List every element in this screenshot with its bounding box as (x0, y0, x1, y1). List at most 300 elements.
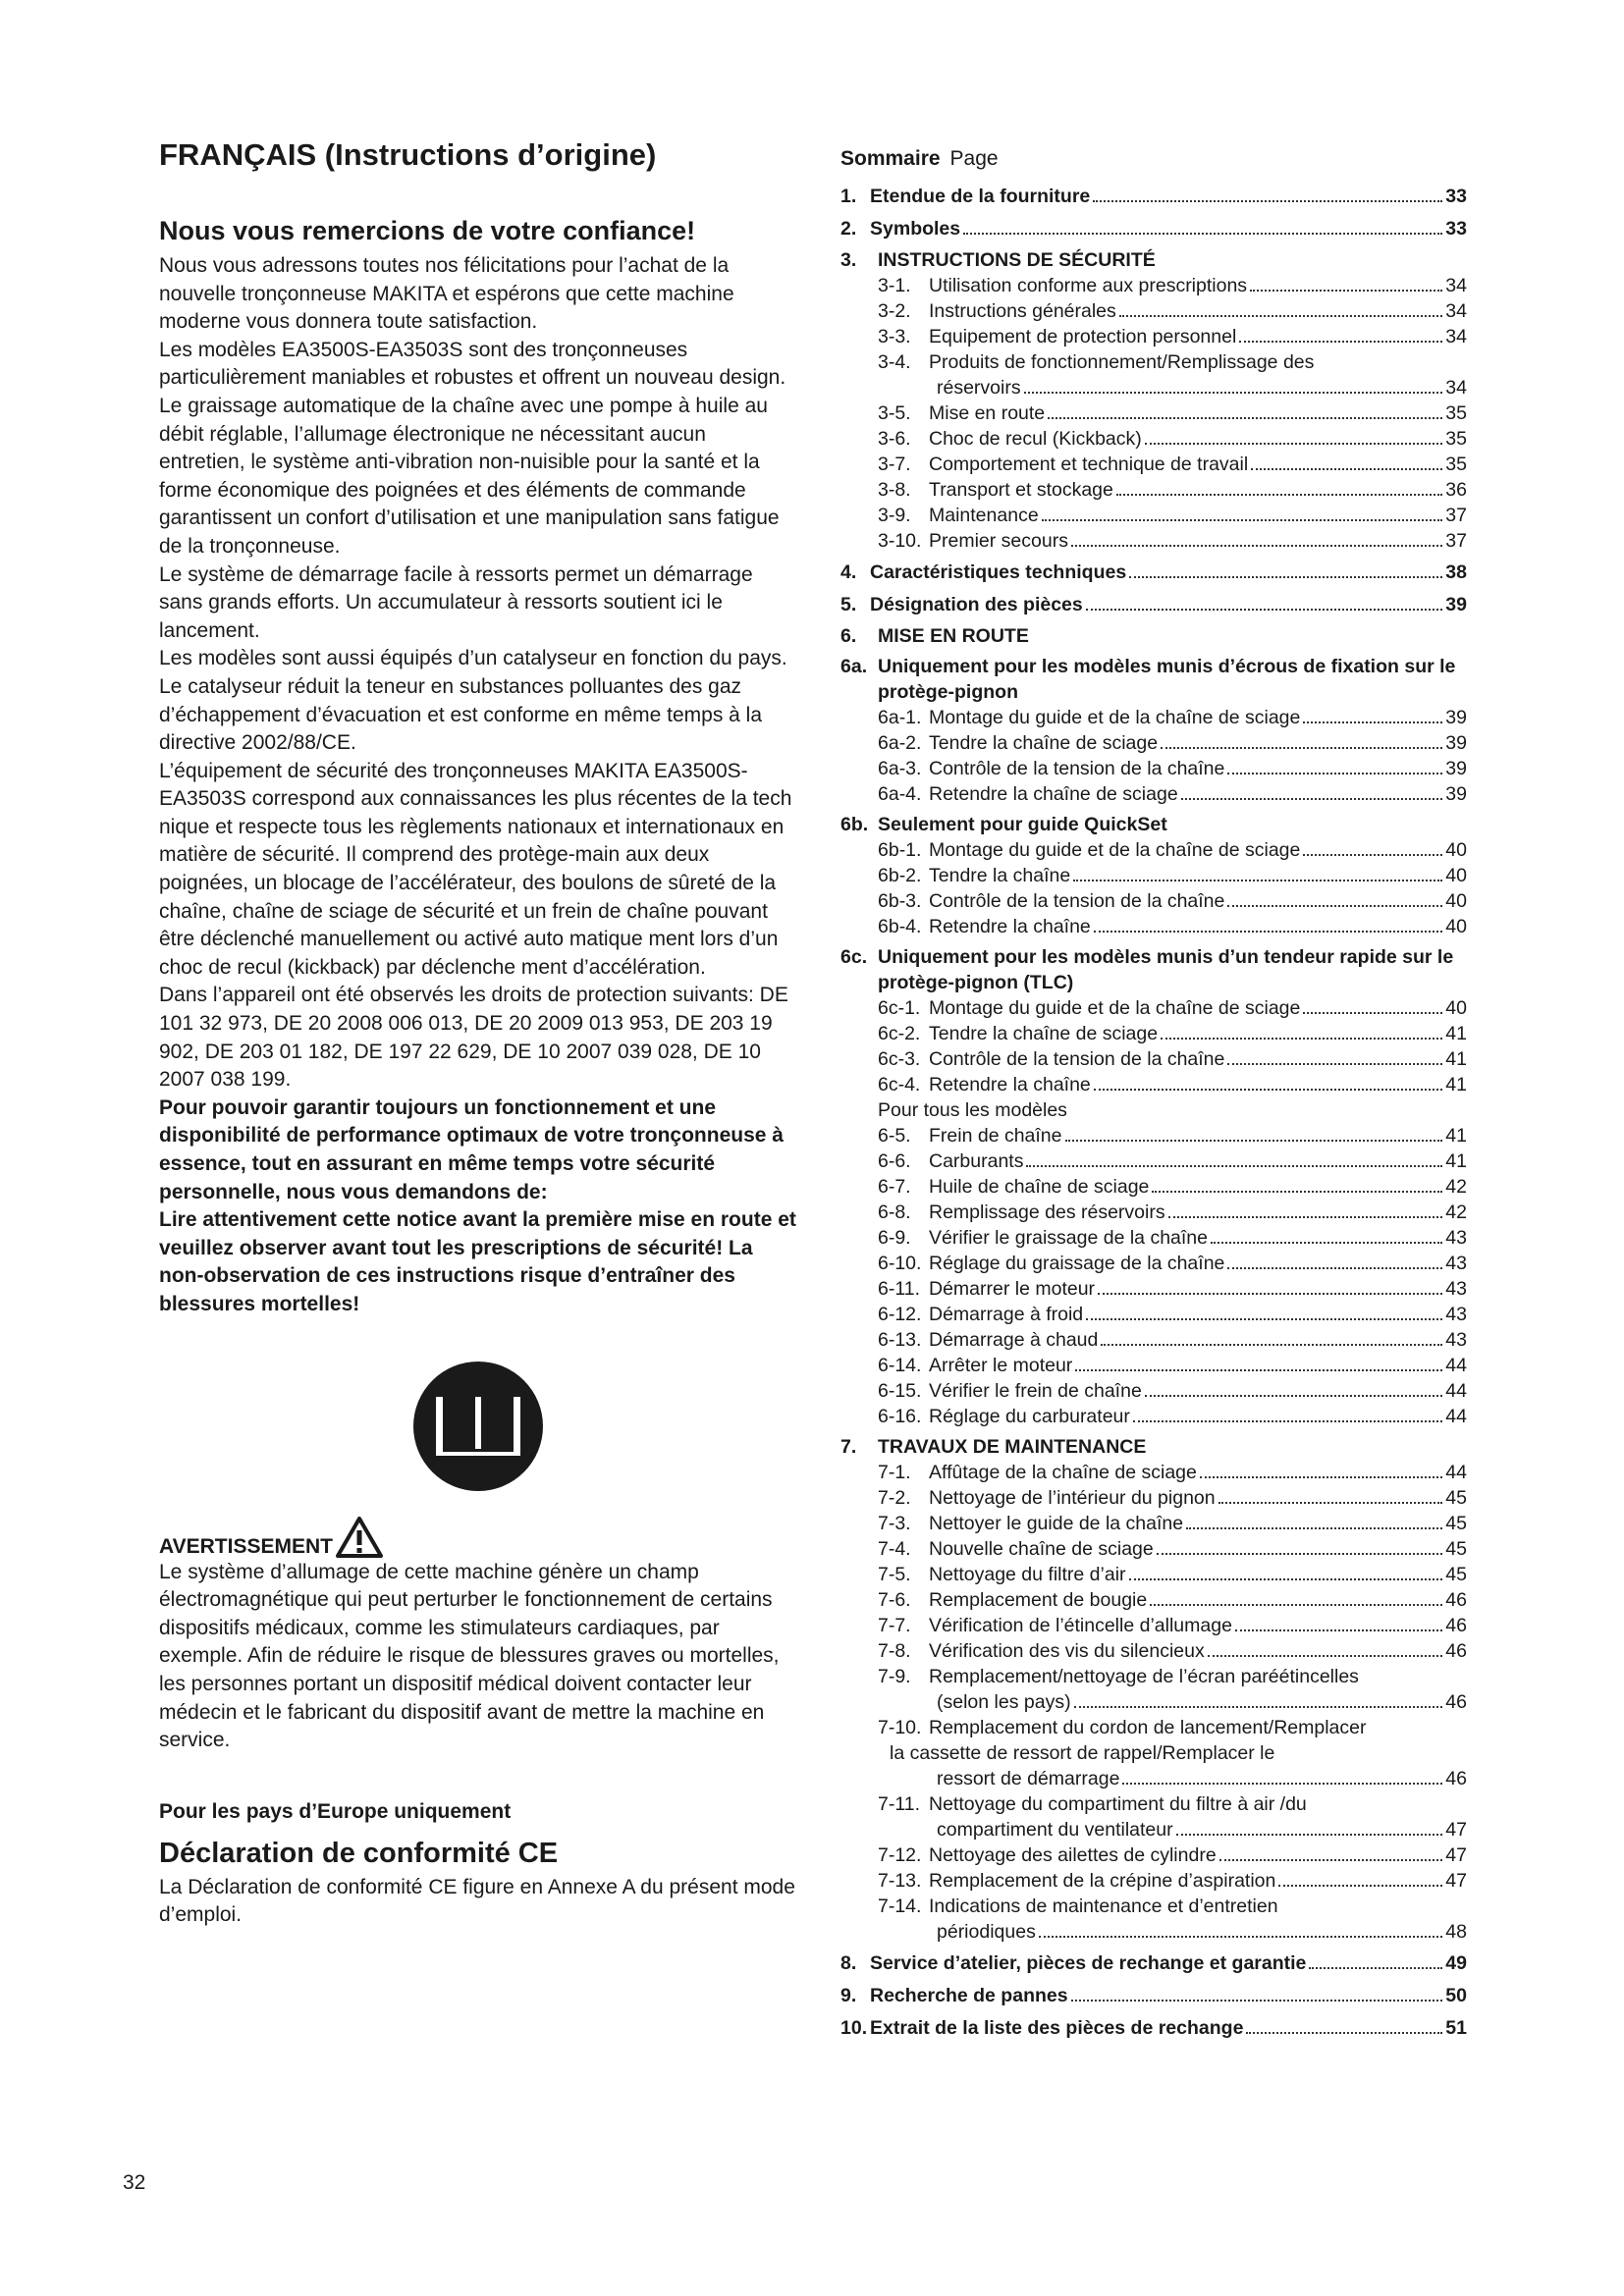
toc-entry-number: 6a-2. (878, 732, 922, 754)
toc-leader-dots (963, 233, 1442, 235)
toc-entry-number: 2. (840, 218, 857, 240)
toc-entry-number: 6-11. (878, 1278, 920, 1300)
warning-label: AVERTISSEMENT (159, 1534, 333, 1558)
toc-entry[interactable] (840, 1174, 1489, 1200)
toc-leader-dots (1251, 468, 1442, 470)
toc-entry-page: 39 (1445, 732, 1467, 754)
toc-entry-label: Retendre la chaîne (929, 1074, 1091, 1095)
toc-entry-label: Tendre la chaîne de sciage (929, 1023, 1159, 1044)
toc-entry-label: Montage du guide et de la chaîne de sciage (929, 839, 1301, 861)
toc-section-label: Seulement pour guide QuickSet (878, 814, 1167, 835)
toc-entry[interactable] (840, 426, 1489, 452)
toc-entry-number: 6a-1. (878, 707, 922, 728)
toc-entry-page: 41 (1445, 1125, 1467, 1147)
toc-entry[interactable] (840, 1562, 1489, 1587)
toc-entry-label-continued: la cassette de ressort de rappel/Remplacer le (890, 1742, 1275, 1764)
toc-entry-page: 34 (1445, 377, 1467, 399)
toc-entry-number: 6c-1. (878, 997, 921, 1019)
toc-leader-dots (1239, 341, 1442, 343)
intro-paragraph: Le graissage automatique de la chaîne avec une pompe à huile au débit réglable, l’allumage électronique ne nécessitant aucun entretien, le système anti-vibration non-nuisible pour la santé et la forme économique des poignées et des éléments de commande garantissent un confort d’utilisation et une manipulation sans fatigue de la tronçonneuse. (159, 394, 780, 558)
toc-entry-label: Démarrage à froid (929, 1304, 1084, 1325)
toc-entry-page: 46 (1445, 1615, 1467, 1636)
page-title: FRANÇAIS (Instructions d’origine) (159, 137, 657, 172)
toc-entry-page: 42 (1445, 1201, 1467, 1223)
intro-paragraph: Les modèles sont aussi équipés d’un catalyseur en fonction du pays. Le catalyseur réduit la teneur en substances polluantes des gaz d’échappement d’évacuation et est conforme en même temps à la directive 2002/88/CE. (159, 647, 787, 755)
toc-entry-page: 40 (1445, 839, 1467, 861)
toc-entry-label: Démarrer le moteur (929, 1278, 1096, 1300)
toc-leader-dots (1211, 1242, 1442, 1244)
toc-entry-line (840, 1817, 1489, 1842)
toc-entry-number: 7-12. (878, 1844, 922, 1866)
toc-entry[interactable] (840, 324, 1489, 349)
toc-entry[interactable] (840, 1842, 1489, 1868)
toc-entry-number: 7-9. (878, 1666, 911, 1687)
thanks-heading: Nous vous remercions de votre confiance! (159, 216, 696, 245)
toc-section-number: 6. (840, 625, 857, 647)
toc-entry-number: 6-16. (878, 1406, 922, 1427)
toc-entry-number: 6b-2. (878, 865, 922, 886)
toc-note: Pour tous les modèles (878, 1099, 1067, 1121)
toc-entry-label: Retendre la chaîne (929, 916, 1091, 937)
toc-leader-dots (1278, 1885, 1442, 1887)
toc-entry[interactable] (840, 1072, 1489, 1097)
toc-entry-number: 7-3. (878, 1513, 911, 1534)
toc-leader-dots (1152, 1191, 1442, 1193)
toc-leader-dots (1129, 576, 1442, 578)
toc-entry[interactable] (840, 1868, 1489, 1894)
toc-entry-label: Maintenance (929, 505, 1039, 526)
toc-entry[interactable] (840, 1353, 1489, 1378)
toc-entry-page: 37 (1445, 505, 1467, 526)
toc-leader-dots (1246, 2032, 1442, 2034)
toc-leader-dots (1071, 545, 1442, 547)
toc-entry-number: 6a-4. (878, 783, 922, 805)
toc-entry-number: 4. (840, 561, 857, 583)
table-of-contents (840, 147, 1489, 2042)
toc-entry-label: Vérifier le graissage de la chaîne (929, 1227, 1208, 1249)
toc-entry-page: 40 (1445, 865, 1467, 886)
toc-entry-line (840, 1740, 1489, 1766)
toc-entry-page: 39 (1445, 758, 1467, 779)
toc-entry-page: 39 (1445, 783, 1467, 805)
toc-entry[interactable] (840, 781, 1489, 807)
toc-entry-number: 7-14. (878, 1896, 922, 1917)
toc-section-number: 6b. (840, 814, 869, 835)
toc-entry-number: 7-11. (878, 1793, 920, 1815)
intro-text (159, 252, 797, 1095)
declaration-heading: Déclaration de conformité CE (159, 1837, 559, 1869)
toc-section-label: MISE EN ROUTE (878, 625, 1029, 647)
toc-entry-number: 6-7. (878, 1176, 911, 1198)
toc-entry-number: 1. (840, 186, 857, 207)
toc-entry[interactable] (840, 863, 1489, 888)
toc-entry-label: Affûtage de la chaîne de sciage (929, 1462, 1197, 1483)
toc-entry-number: 7-6. (878, 1589, 911, 1611)
toc-entry-number: 6-8. (878, 1201, 911, 1223)
toc-entry-page: 45 (1445, 1538, 1467, 1560)
toc-entry[interactable] (840, 1613, 1489, 1638)
toc-page-label: Page (949, 147, 999, 170)
toc-entry[interactable] (840, 215, 1489, 242)
toc-entry-number: 5. (840, 594, 857, 615)
toc-leader-dots (1208, 1655, 1443, 1657)
toc-entry-page: 40 (1445, 916, 1467, 937)
toc-entry-number: 3-7. (878, 454, 911, 475)
toc-section-heading[interactable] (840, 654, 1489, 705)
warning-triangle-icon (335, 1516, 384, 1559)
toc-entry-label: Etendue de la fourniture (870, 186, 1091, 207)
toc-entry-number: 7-4. (878, 1538, 911, 1560)
toc-entry-page: 41 (1445, 1150, 1467, 1172)
toc-entry-label-continued: ressort de démarrage (937, 1768, 1120, 1789)
toc-leader-dots (1218, 1502, 1443, 1504)
toc-entry-label: Montage du guide et de la chaîne de sciage (929, 707, 1301, 728)
toc-entry-number: 3-2. (878, 300, 911, 322)
toc-entry-label: Huile de chaîne de sciage (929, 1176, 1150, 1198)
toc-entry-label: Nettoyer le guide de la chaîne (929, 1513, 1184, 1534)
toc-leader-dots (1161, 747, 1442, 749)
intro-paragraph: Le système de démarrage facile à ressorts permet un démarrage sans grands efforts. Un accumulateur à ressorts soutient ici le lancement. (159, 562, 753, 642)
toc-entry[interactable] (840, 1791, 1489, 1842)
toc-entry-page: 34 (1445, 326, 1467, 347)
toc-entry[interactable] (840, 1148, 1489, 1174)
toc-entry[interactable] (840, 591, 1489, 618)
toc-entry-page: 49 (1445, 1952, 1467, 1974)
toc-entry[interactable] (840, 1200, 1489, 1225)
toc-entry-page: 43 (1445, 1329, 1467, 1351)
toc-entry-label: Nouvelle chaîne de sciage (929, 1538, 1154, 1560)
toc-entry-number: 6-14. (878, 1355, 922, 1376)
toc-leader-dots (1250, 290, 1442, 292)
toc-leader-dots (1119, 315, 1443, 317)
toc-entry-page: 41 (1445, 1074, 1467, 1095)
warning-text: Le système d’allumage de cette machine génère un champ électromagnétique qui peut perturber le fonctionnement de certains dispositifs médicaux, comme les stimulateurs cardiaques, par exemple. Afin de réduire le risque de blessures graves ou mortelles, les personnes portant un dispositif médical doivent contacter leur médecin et le fabricant du dispositif avant de mettre la machine en service. (159, 1560, 780, 1752)
bold-warning: Lire attentivement cette notice avant la première mise en route et veuillez observer avant tout les prescriptions de sécurité! La non-observation de ces instructions risque d’entraîner des blessures mortelles! (159, 1208, 796, 1315)
toc-entry-label: Nettoyage de l’intérieur du pignon (929, 1487, 1216, 1509)
toc-entry-number: 7-10. (878, 1717, 922, 1738)
toc-entry-number: 6-10. (878, 1253, 922, 1274)
toc-entry-page: 43 (1445, 1227, 1467, 1249)
intro-paragraph: Dans l’appareil ont été observés les droits de protection suivants: DE 101 32 973, DE 20 2008 006 013, DE 20 2009 013 953, DE 203 19 902, DE 203 01 182, DE 197 22 629, DE 10 2007 039 028, DE 10 2007 038 199. (159, 984, 788, 1092)
toc-leader-dots (1098, 1293, 1442, 1295)
toc-entry-label: Nettoyage du filtre d’air (929, 1564, 1126, 1585)
toc-entry-label: Retendre la chaîne de sciage (929, 783, 1178, 805)
toc-entry-number: 6b-3. (878, 890, 922, 912)
toc-entry-line (840, 1689, 1489, 1715)
toc-entry-page: 50 (1445, 1985, 1467, 2006)
toc-entry-label: Mise en route (929, 402, 1046, 424)
toc-entry[interactable] (840, 1225, 1489, 1251)
toc-entry-label: Remplacement du cordon de lancement/Remplacer (929, 1717, 1367, 1738)
toc-entry-label: Vérification de l’étincelle d’allumage (929, 1615, 1232, 1636)
toc-section-label: INSTRUCTIONS DE SÉCURITÉ (878, 249, 1156, 271)
toc-section-label: Uniquement pour les modèles munis d’écrous de fixation sur le protège-pignon (878, 656, 1456, 703)
toc-leader-dots (1042, 519, 1443, 521)
toc-section-heading[interactable] (840, 247, 1489, 273)
toc-leader-dots (1071, 2000, 1443, 2002)
toc-section-heading[interactable] (840, 1434, 1489, 1460)
toc-entry-number: 3-1. (878, 275, 911, 296)
toc-entry-label: Arrêter le moteur (929, 1355, 1073, 1376)
toc-leader-dots (1303, 854, 1442, 856)
warning-heading (159, 1516, 797, 1559)
toc-entry-label: Réglage du carburateur (929, 1406, 1130, 1427)
toc-entry-number: 8. (840, 1952, 857, 1974)
toc-leader-dots (1303, 721, 1442, 723)
toc-entry[interactable] (840, 1276, 1489, 1302)
intro-paragraph: Nous vous adressons toutes nos félicitations pour l’achat de la nouvelle tronçonneuse MAKITA et espérons que cette machine moderne vous donnera toute satisfaction. (159, 254, 734, 334)
toc-entry-number: 6-5. (878, 1125, 911, 1147)
toc-entry-label: Carburants (929, 1150, 1024, 1172)
toc-entry-page: 47 (1445, 1844, 1467, 1866)
toc-entry[interactable] (840, 1894, 1489, 1945)
toc-entry-label: Frein de chaîne (929, 1125, 1062, 1147)
toc-entry-label: Remplacement de bougie (929, 1589, 1148, 1611)
toc-entry[interactable] (840, 477, 1489, 503)
toc-entry-number: 7-13. (878, 1870, 922, 1892)
toc-section-heading[interactable] (840, 944, 1489, 995)
toc-entry-number: 9. (840, 1985, 857, 2006)
toc-leader-dots (1086, 1318, 1442, 1320)
toc-leader-dots (1157, 1553, 1443, 1555)
toc-leader-dots (1048, 417, 1442, 419)
toc-entry-line (840, 349, 1489, 375)
toc-entry-line (840, 1715, 1489, 1740)
toc-entry[interactable] (840, 298, 1489, 324)
toc-section-heading[interactable] (840, 623, 1489, 649)
toc-entry-number: 3-3. (878, 326, 911, 347)
toc-entry[interactable] (840, 1511, 1489, 1536)
toc-entry[interactable] (840, 914, 1489, 939)
toc-entry[interactable] (840, 1715, 1489, 1791)
toc-entry[interactable] (840, 1460, 1489, 1485)
toc-entry-label: Contrôle de la tension de la chaîne (929, 1048, 1225, 1070)
toc-entry-label: Désignation des pièces (870, 594, 1083, 615)
toc-entry-page: 40 (1445, 890, 1467, 912)
toc-entry-page: 33 (1445, 186, 1467, 207)
toc-entry[interactable] (840, 705, 1489, 730)
toc-entry[interactable] (840, 2014, 1489, 2042)
toc-entry-page: 46 (1445, 1691, 1467, 1713)
toc-entry-page: 42 (1445, 1176, 1467, 1198)
toc-entry-label: Transport et stockage (929, 479, 1113, 501)
toc-entry-page: 35 (1445, 402, 1467, 424)
toc-entry-label: Service d’atelier, pièces de rechange et garantie (870, 1952, 1307, 1974)
toc-entry-line (840, 1919, 1489, 1945)
toc-entry-page: 34 (1445, 275, 1467, 296)
toc-entry-page: 44 (1445, 1380, 1467, 1402)
toc-entry-label: Instructions générales (929, 300, 1116, 322)
toc-entry[interactable] (840, 1638, 1489, 1664)
toc-entry[interactable] (840, 1485, 1489, 1511)
toc-leader-dots (1116, 494, 1442, 496)
toc-entry-label: Produits de fonctionnement/Remplissage des (929, 351, 1315, 373)
toc-section-label: Uniquement pour les modèles munis d’un tendeur rapide sur le protège-pignon (TLC) (878, 946, 1454, 993)
toc-entry-label: Contrôle de la tension de la chaîne (929, 890, 1225, 912)
toc-leader-dots (1073, 880, 1442, 881)
toc-entry[interactable] (840, 1327, 1489, 1353)
toc-section-label: TRAVAUX DE MAINTENANCE (878, 1436, 1147, 1458)
toc-entry[interactable] (840, 888, 1489, 914)
toc-entry-page: 35 (1445, 428, 1467, 450)
toc-entry-page: 46 (1445, 1640, 1467, 1662)
toc-entry-number: 10. (840, 2017, 868, 2039)
toc-leader-dots (1065, 1140, 1443, 1142)
toc-list (840, 183, 1489, 2042)
toc-section-number: 3. (840, 249, 857, 271)
toc-entry[interactable] (840, 1021, 1489, 1046)
read-manual-symbol (159, 1361, 797, 1492)
toc-entry[interactable] (840, 1536, 1489, 1562)
toc-leader-dots (1227, 1267, 1442, 1269)
left-column (159, 137, 797, 1930)
toc-entry-number: 6c-2. (878, 1023, 921, 1044)
toc-leader-dots (1024, 392, 1443, 394)
toc-entry-number: 3-4. (878, 351, 911, 373)
toc-entry[interactable] (840, 995, 1489, 1021)
toc-entry-number: 6-9. (878, 1227, 911, 1249)
toc-leader-dots (1122, 1783, 1442, 1785)
toc-entry-page: 44 (1445, 1355, 1467, 1376)
toc-section-number: 6c. (840, 946, 868, 968)
toc-entry[interactable] (840, 400, 1489, 426)
toc-leader-dots (1219, 1859, 1443, 1861)
toc-entry[interactable] (840, 837, 1489, 863)
toc-leader-dots (1303, 1012, 1442, 1014)
toc-entry[interactable] (840, 1664, 1489, 1715)
toc-heading (840, 147, 1489, 171)
toc-entry-page: 43 (1445, 1304, 1467, 1325)
toc-leader-dots (1026, 1165, 1442, 1167)
toc-entry-label: Utilisation conforme aux prescriptions (929, 275, 1248, 296)
toc-entry-label: Vérification des vis du silencieux (929, 1640, 1205, 1662)
toc-entry[interactable] (840, 1404, 1489, 1429)
toc-entry-line (840, 1791, 1489, 1817)
toc-section-number: 7. (840, 1436, 857, 1458)
toc-entry-page: 44 (1445, 1406, 1467, 1427)
toc-entry-page: 47 (1445, 1870, 1467, 1892)
toc-entry-label: Vérifier le frein de chaîne (929, 1380, 1142, 1402)
toc-entry-line (840, 1766, 1489, 1791)
toc-entry[interactable] (840, 183, 1489, 210)
toc-entry-page: 48 (1445, 1921, 1467, 1943)
toc-entry-page: 38 (1445, 561, 1467, 583)
toc-entry-label: Tendre la chaîne de sciage (929, 732, 1159, 754)
toc-entry[interactable] (840, 1982, 1489, 2009)
toc-entry-label: Remplacement de la crépine d’aspiration (929, 1870, 1276, 1892)
toc-leader-dots (1101, 1344, 1442, 1346)
toc-entry-page: 35 (1445, 454, 1467, 475)
toc-leader-dots (1093, 200, 1442, 202)
toc-entry-number: 6-13. (878, 1329, 922, 1351)
toc-entry-number: 6-12. (878, 1304, 922, 1325)
bold-instruction: Pour pouvoir garantir toujours un fonctionnement et une disponibilité de performance optimaux de votre tronçonneuse à essence, tout en assurant en même temps votre sécurité personnelle, nous vous demandons de: (159, 1095, 784, 1203)
toc-entry[interactable] (840, 756, 1489, 781)
toc-entry-number: 6c-3. (878, 1048, 921, 1070)
toc-entry[interactable] (840, 1123, 1489, 1148)
toc-entry-label: Comportement et technique de travail (929, 454, 1249, 475)
toc-leader-dots (1094, 1089, 1443, 1091)
toc-entry-page: 41 (1445, 1048, 1467, 1070)
toc-section-heading[interactable] (840, 812, 1489, 837)
toc-entry-label: Contrôle de la tension de la chaîne (929, 758, 1225, 779)
toc-entry-number: 3-9. (878, 505, 911, 526)
toc-entry[interactable] (840, 1587, 1489, 1613)
toc-leader-dots (1227, 1063, 1442, 1065)
toc-entry-label: Tendre la chaîne (929, 865, 1071, 886)
toc-entry-label-continued: (selon les pays) (937, 1691, 1071, 1713)
toc-entry-line (840, 1894, 1489, 1919)
toc-entry-line (840, 1664, 1489, 1689)
toc-entry-page: 34 (1445, 300, 1467, 322)
toc-entry[interactable] (840, 349, 1489, 400)
toc-leader-dots (1074, 1706, 1443, 1708)
toc-entry-label: Nettoyage des ailettes de cylindre (929, 1844, 1217, 1866)
toc-leader-dots (1145, 443, 1443, 445)
toc-leader-dots (1150, 1604, 1442, 1606)
toc-entry[interactable] (840, 1378, 1489, 1404)
toc-entry-page: 39 (1445, 707, 1467, 728)
intro-paragraph: L’équipement de sécurité des tronçonneuses MAKITA EA3500S-EA3503S correspond aux connaissances les plus récentes de la tech nique et respecte tous les règlements nationaux et internationaux en matière de sécurité. Il comprend des protège-main aux deux poignées, un blocage de l’accélérateur, des boulons de sûreté de la chaîne, chaîne de sciage de sécurité et un frein de chaîne pouvant être déclenché manuellement ou activé auto matique ment lors d’un choc de recul (kickback) par déclenche ment d’accélération. (159, 759, 792, 979)
toc-entry-number: 7-2. (878, 1487, 911, 1509)
toc-entry-label: Remplissage des réservoirs (929, 1201, 1165, 1223)
toc-entry-label: Caractéristiques techniques (870, 561, 1127, 583)
toc-entry-number: 7-1. (878, 1462, 911, 1483)
toc-entry[interactable] (840, 1251, 1489, 1276)
toc-entry-label: Remplacement/nettoyage de l’écran paréétincelles (929, 1666, 1359, 1687)
toc-entry-number: 6-15. (878, 1380, 922, 1402)
toc-entry-page: 46 (1445, 1768, 1467, 1789)
toc-entry-label-continued: réservoirs (937, 377, 1021, 399)
toc-entry-label: Symboles (870, 218, 961, 240)
toc-entry-label: Extrait de la liste des pièces de rechange (870, 2017, 1244, 2039)
toc-entry-label: Equipement de protection personnel (929, 326, 1237, 347)
toc-entry-number: 6-6. (878, 1150, 911, 1172)
toc-entry-label-continued: compartiment du ventilateur (937, 1819, 1173, 1841)
toc-entry-page: 44 (1445, 1462, 1467, 1483)
toc-entry-number: 3-10. (878, 530, 922, 552)
toc-entry-number: 3-5. (878, 402, 911, 424)
eu-only-label: Pour les pays d’Europe uniquement (159, 1799, 512, 1823)
toc-entry-label: Choc de recul (Kickback) (929, 428, 1142, 450)
toc-entry-label: Indications de maintenance et d’entretien (929, 1896, 1278, 1917)
toc-entry[interactable] (840, 1302, 1489, 1327)
toc-entry-label: Nettoyage du compartiment du filtre à air /du (929, 1793, 1307, 1815)
toc-entry-page: 36 (1445, 479, 1467, 501)
toc-leader-dots (1094, 931, 1443, 933)
toc-entry[interactable] (840, 1046, 1489, 1072)
toc-entry[interactable] (840, 528, 1489, 554)
toc-leader-dots (1186, 1527, 1442, 1529)
toc-entry-number: 6c-4. (878, 1074, 921, 1095)
toc-leader-dots (1176, 1834, 1443, 1836)
toc-leader-dots (1145, 1395, 1443, 1397)
toc-leader-dots (1039, 1936, 1442, 1938)
toc-entry-number: 7-5. (878, 1564, 911, 1585)
toc-entry-page: 39 (1445, 594, 1467, 615)
toc-entry-page: 37 (1445, 530, 1467, 552)
toc-entry-label: Réglage du graissage de la chaîne (929, 1253, 1225, 1274)
toc-entry[interactable] (840, 559, 1489, 586)
toc-entry[interactable] (840, 503, 1489, 528)
toc-entry[interactable] (840, 730, 1489, 756)
toc-entry-page: 41 (1445, 1023, 1467, 1044)
toc-entry[interactable] (840, 273, 1489, 298)
toc-entry-page: 43 (1445, 1253, 1467, 1274)
toc-entry[interactable] (840, 452, 1489, 477)
toc-leader-dots (1161, 1038, 1442, 1040)
toc-entry[interactable] (840, 1949, 1489, 1977)
